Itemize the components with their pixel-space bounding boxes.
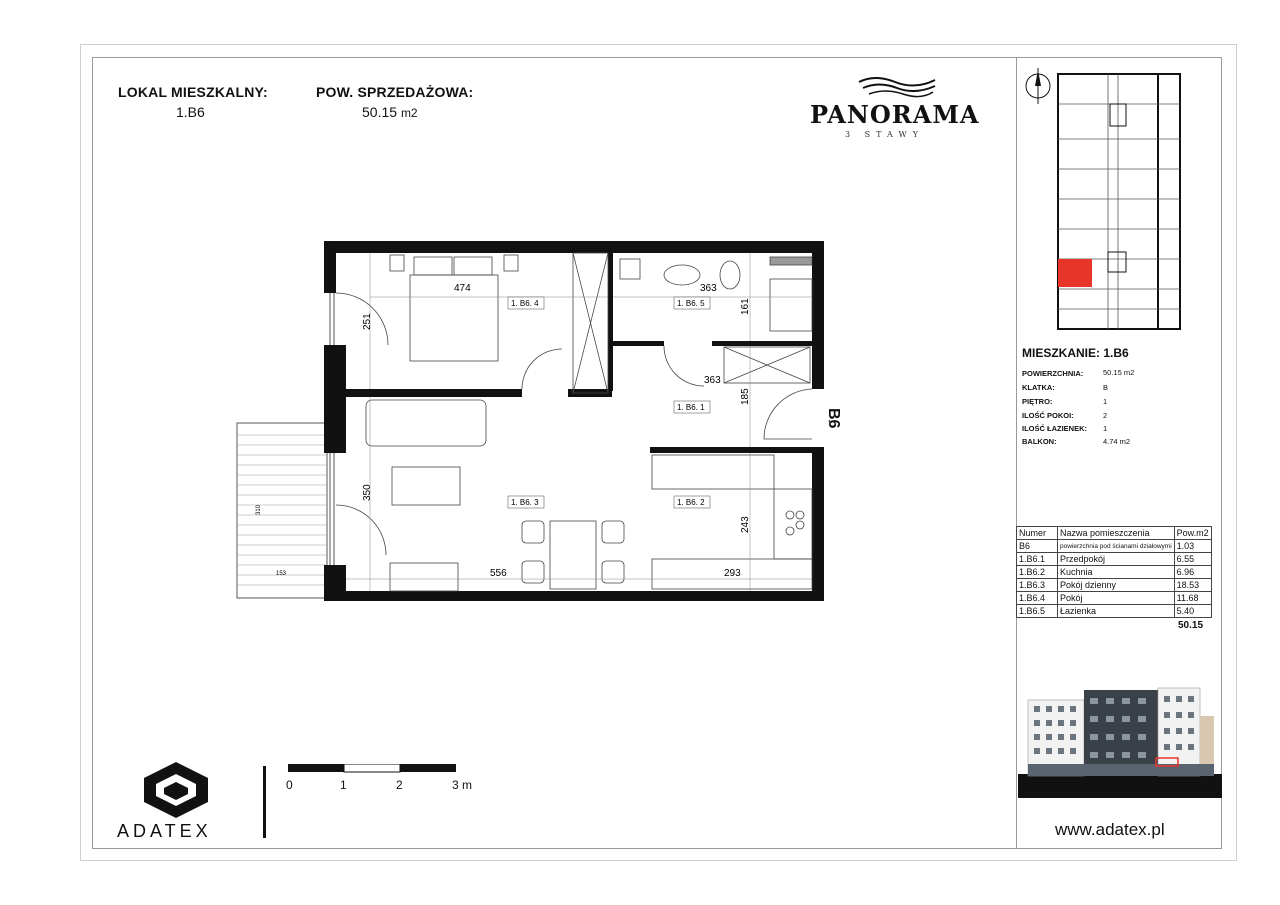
table-row: [1017, 540, 1212, 553]
info-value-floor: 1: [1103, 397, 1108, 406]
info-value-rooms: 2: [1103, 411, 1108, 420]
dim-243: 243: [740, 516, 751, 533]
side-title: MIESZKANIE: 1.B6: [1022, 346, 1129, 360]
apartment-highlight: [1058, 259, 1092, 287]
adatex-logo-icon: [140, 760, 212, 820]
cell-number: 1.B6.3: [1017, 579, 1058, 592]
lokal-value: 1.B6: [176, 104, 205, 120]
cell-name: Pokój: [1058, 592, 1175, 605]
cell-area: 1.03: [1174, 540, 1211, 553]
cell-name: Pokój dzienny: [1058, 579, 1175, 592]
dim-474: 474: [454, 283, 471, 294]
room-tag-2: 1. B6. 2: [677, 498, 705, 507]
table-row: [1017, 605, 1212, 618]
col-area: Pow.m2: [1174, 527, 1211, 540]
cell-number: B6: [1017, 540, 1058, 553]
cell-area: 5.40: [1174, 605, 1211, 618]
col-name: Nazwa pomieszczenia: [1058, 527, 1175, 540]
dim-153: 153: [276, 571, 287, 577]
info-value-bathrooms: 1: [1103, 424, 1108, 433]
table-row: [1017, 553, 1212, 566]
table-total: 50.15: [1178, 620, 1204, 631]
pow-number: 50.15: [362, 104, 398, 120]
room-tag-3: 1. B6. 3: [511, 498, 539, 507]
pow-unit: m2: [400, 106, 418, 120]
cell-name: Łazienka: [1058, 605, 1175, 618]
cell-area: 11.68: [1174, 592, 1211, 605]
walls: [324, 241, 824, 601]
rooms-table: [1016, 526, 1212, 618]
cell-name: powierzchnia pod ścianami działowymi: [1058, 540, 1175, 553]
dim-350: 350: [362, 484, 373, 501]
scale-label-0: 0: [286, 778, 293, 792]
cell-area: 18.53: [1174, 579, 1211, 592]
scale-label-3: 3 m: [452, 778, 473, 792]
room-tag-5: 1. B6. 5: [677, 299, 705, 308]
logo-divider: [263, 766, 266, 838]
info-value-area: 50.15 m2: [1103, 368, 1135, 377]
floor-plan: [230, 235, 830, 605]
info-label-staircase: KLATKA:: [1022, 383, 1055, 392]
info-label-bathrooms: ILOŚĆ ŁAZIENEK:: [1022, 424, 1087, 433]
dim-363b: 363: [704, 375, 721, 386]
table-row: [1017, 592, 1212, 605]
cell-number: 1.B6.5: [1017, 605, 1058, 618]
table-row: [1017, 566, 1212, 579]
cell-number: 1.B6.4: [1017, 592, 1058, 605]
pow-label: POW. SPRZEDAŻOWA:: [316, 84, 474, 100]
cell-area: 6.55: [1174, 553, 1211, 566]
entry-label: B6: [825, 408, 842, 429]
adatex-logo-text: ADATEX: [117, 821, 212, 841]
dim-293: 293: [724, 568, 741, 579]
cell-area: 6.96: [1174, 566, 1211, 579]
pow-value: [362, 104, 418, 120]
brand-tagline: 3 STAWY: [845, 130, 924, 139]
cell-number: 1.B6.1: [1017, 553, 1058, 566]
cell-number: 1.B6.2: [1017, 566, 1058, 579]
doors: [336, 293, 812, 555]
room-tag-4: 1. B6. 4: [511, 299, 539, 308]
info-value-balcony: 4.74 m2: [1103, 437, 1131, 446]
table-row: [1017, 579, 1212, 592]
scale-bar: [288, 764, 458, 776]
waves-logo-icon: [855, 74, 940, 98]
dim-161: 161: [740, 298, 751, 315]
info-label-balcony: BALKON:: [1022, 437, 1057, 446]
table-header-row: [1017, 527, 1212, 540]
lokal-label: LOKAL MIESZKALNY:: [118, 84, 268, 100]
room-tag-1: 1. B6. 1: [677, 403, 705, 412]
info-label-area: POWIERZCHNIA:: [1022, 369, 1084, 378]
info-value-staircase: B: [1103, 383, 1109, 392]
dim-185: 185: [740, 388, 751, 405]
dim-363a: 363: [700, 283, 717, 294]
building-elevation-image: [1018, 686, 1222, 798]
brand-title: PANORAMA: [810, 100, 980, 129]
dim-251: 251: [362, 313, 373, 330]
dim-310: 310: [256, 504, 262, 515]
cell-name: Przedpokój: [1058, 553, 1175, 566]
dim-556: 556: [490, 568, 507, 579]
col-number: Numer: [1017, 527, 1058, 540]
cell-name: Kuchnia: [1058, 566, 1175, 579]
website-link[interactable]: www.adatex.pl: [1055, 820, 1165, 839]
side-divider: [1016, 57, 1017, 849]
building-key-plan: [1020, 64, 1220, 334]
scale-label-2: 2: [396, 778, 403, 792]
scale-label-1: 1: [340, 778, 347, 792]
info-label-rooms: ILOŚĆ POKOI:: [1022, 411, 1074, 420]
info-label-floor: PIĘTRO:: [1022, 397, 1053, 406]
